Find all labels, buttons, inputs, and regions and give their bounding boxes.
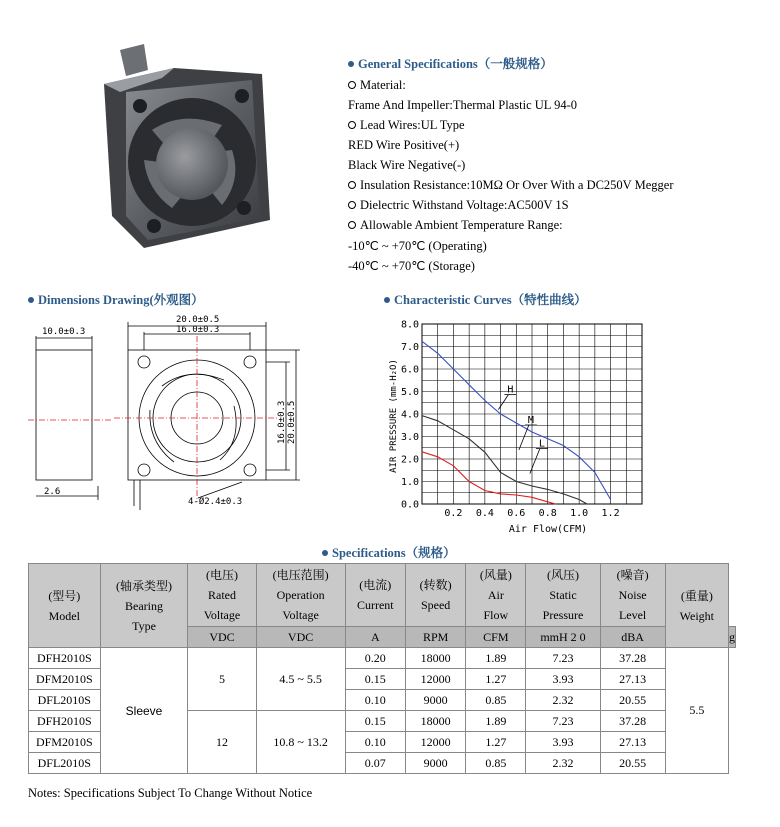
table-cell-current: 0.07 [345,753,405,774]
table-unit-cell: mmH 2 0 [526,627,600,648]
chart-y-tick-label: 2.0 [400,454,419,466]
table-cell-current: 0.20 [345,648,405,669]
bullet-icon [348,61,354,67]
chart-y-tick-label: 1.0 [400,477,419,488]
general-spec-line [348,178,673,193]
table-cell-static-pressure: 7.23 [526,711,600,732]
circle-bullet-icon [348,201,356,209]
table-cell-current: 0.15 [345,669,405,690]
general-spec-line [348,258,475,274]
dim-height-inner: 16.0±0.3 [277,400,287,444]
chart-series-line-M [422,416,587,504]
table-cell-speed: 18000 [406,711,466,732]
table-cell-rated-voltage: 5 [188,648,256,711]
chart-x-tick-label: 0.2 [444,508,463,519]
table-unit-cell: VDC [188,627,256,648]
dimensions-drawing [28,310,358,540]
bullet-icon [384,297,390,303]
chart-y-tick-label: 4.0 [400,409,419,421]
table-cell-operation-voltage: 10.8 ~ 13.2 [256,711,345,774]
table-unit-cell: dBA [600,627,665,648]
general-spec-line [348,78,406,93]
table-cell-noise-level: 20.55 [600,753,665,774]
chart-y-tick-label: 6.0 [400,364,419,376]
table-cell-speed: 9000 [406,753,466,774]
chart-y-axis-label: AIR PRESSURE (mm-H₂O) [389,359,399,473]
table-header-cell: (风压) Static Pressure [526,564,600,627]
specs-table [28,563,736,774]
table-header-cell: (风量) Air Flow [466,564,526,627]
general-spec-text: Allowable Ambient Temperature Range: [360,218,563,232]
table-cell-static-pressure: 7.23 [526,648,600,669]
chart-y-tick-label: 5.0 [400,387,419,398]
table-header-cell: (重量) Weight [665,564,728,648]
table-cell-noise-level: 27.13 [600,669,665,690]
dim-lead-offset: 2.6 [44,487,61,497]
table-unit-cell: RPM [406,627,466,648]
chart-y-tick-label: 8.0 [400,319,419,331]
specs-title: Specifications（规格） [322,543,456,561]
table-header-cell: (电流) Current [345,564,405,627]
table-cell-model: DFH2010S [29,648,101,669]
general-spec-text: Frame And Impeller:Thermal Plastic UL 94-0 [348,98,577,112]
table-cell-operation-voltage: 4.5 ~ 5.5 [256,648,345,711]
table-row [29,648,736,669]
chart-series-leader-L [530,449,540,474]
table-cell-current: 0.15 [345,711,405,732]
table-cell-model: DFH2010S [29,711,101,732]
table-cell-static-pressure: 2.32 [526,690,600,711]
circle-bullet-icon [348,81,356,89]
table-cell-air-flow: 1.27 [466,669,526,690]
general-spec-line [348,118,465,133]
table-cell-noise-level: 20.55 [600,690,665,711]
curves-title: Characteristic Curves（特性曲线） [384,290,587,308]
chart-x-axis-label: Air Flow(CFM) [508,524,588,535]
chart-x-tick-label: 0.4 [475,508,494,519]
general-spec-text: Lead Wires:UL Type [360,118,465,132]
general-spec-line [348,138,459,153]
chart-series-label-M: M [527,415,534,426]
table-cell-current: 0.10 [345,732,405,753]
table-cell-bearing: Sleeve [100,648,188,774]
table-cell-model: DFM2010S [29,669,101,690]
chart-x-tick-label: 1.2 [601,508,620,519]
table-cell-rated-voltage: 12 [188,711,256,774]
table-unit-cell: g [729,627,736,648]
chart-series-leader-M [519,425,529,450]
table-cell-static-pressure: 3.93 [526,669,600,690]
general-spec-line [348,218,563,233]
dimensions-title: Dimensions Drawing(外观图） [28,290,204,308]
table-cell-current: 0.10 [345,690,405,711]
fan-product-image [92,40,292,270]
dim-height-outer: 20.0±0.5 [287,400,297,444]
dim-hole: 4-Ø2.4±0.3 [188,497,243,507]
table-header-cell: (轴承类型) Bearing Type [100,564,188,648]
table-cell-static-pressure: 2.32 [526,753,600,774]
table-cell-noise-level: 27.13 [600,732,665,753]
table-unit-cell: A [345,627,405,648]
table-cell-speed: 12000 [406,732,466,753]
table-header-cell: (电压范围) Operation Voltage [256,564,345,627]
table-cell-model: DFM2010S [29,732,101,753]
chart-series-label-H: H [507,384,514,396]
notes-text: Notes: Specifications Subject To Change Without Notice [28,786,313,800]
table-header-cell: (电压) Rated Voltage [188,564,256,627]
general-spec-text: RED Wire Positive(+) [348,138,460,152]
general-spec-line [348,158,465,173]
circle-bullet-icon [348,221,356,229]
table-cell-speed: 9000 [406,690,466,711]
characteristic-curves-chart [380,314,660,540]
table-cell-noise-level: 37.28 [600,648,665,669]
table-cell-air-flow: 0.85 [466,690,526,711]
general-spec-text: Black Wire Negative(-) [348,158,466,172]
general-spec-line [348,238,487,254]
general-spec-text: Dielectric Withstand Voltage:AC500V 1S [360,198,569,212]
table-cell-air-flow: 1.89 [466,711,526,732]
chart-x-tick-label: 0.6 [507,508,526,519]
table-cell-air-flow: 1.27 [466,732,526,753]
table-header-row [29,564,736,627]
bullet-icon [28,297,34,303]
general-spec-text: Insulation Resistance:10MΩ Or Over With a DC250V Megger [360,178,674,192]
chart-series-label-L: L [538,438,545,450]
general-spec-text: Material: [360,78,406,92]
chart-y-tick-label: 0.0 [400,499,419,511]
general-spec-line [348,198,569,213]
table-cell-static-pressure: 3.93 [526,732,600,753]
circle-bullet-icon [348,181,356,189]
dim-depth: 10.0±0.3 [42,327,86,337]
table-cell-weight: 5.5 [665,648,728,774]
table-cell-model: DFL2010S [29,753,101,774]
circle-bullet-icon [348,121,356,129]
bullet-icon [322,550,328,556]
table-unit-cell: VDC [256,627,345,648]
table-unit-cell: CFM [466,627,526,648]
general-spec-text: -10℃ ~ +70℃ (Operating) [348,239,487,253]
table-cell-model: DFL2010S [29,690,101,711]
table-cell-speed: 18000 [406,648,466,669]
table-header-cell: (型号) Model [29,564,101,648]
chart-y-tick-label: 7.0 [400,342,419,353]
chart-x-tick-label: 0.8 [538,508,557,519]
general-spec-text: -40℃ ~ +70℃ (Storage) [348,259,475,273]
chart-y-tick-label: 3.0 [400,432,419,443]
dim-width-outer: 20.0±0.5 [176,315,220,325]
chart-series-leader-H [498,395,508,410]
table-cell-speed: 12000 [406,669,466,690]
table-cell-air-flow: 0.85 [466,753,526,774]
chart-x-tick-label: 1.0 [570,508,589,519]
table-cell-air-flow: 1.89 [466,648,526,669]
dim-width-inner: 16.0±0.3 [176,325,220,335]
general-spec-line [348,98,577,113]
table-header-cell: (噪音) Noise Level [600,564,665,627]
table-cell-noise-level: 37.28 [600,711,665,732]
general-specs-title: General Specifications（一般规格） [348,54,553,72]
table-header-cell: (转数) Speed [406,564,466,627]
